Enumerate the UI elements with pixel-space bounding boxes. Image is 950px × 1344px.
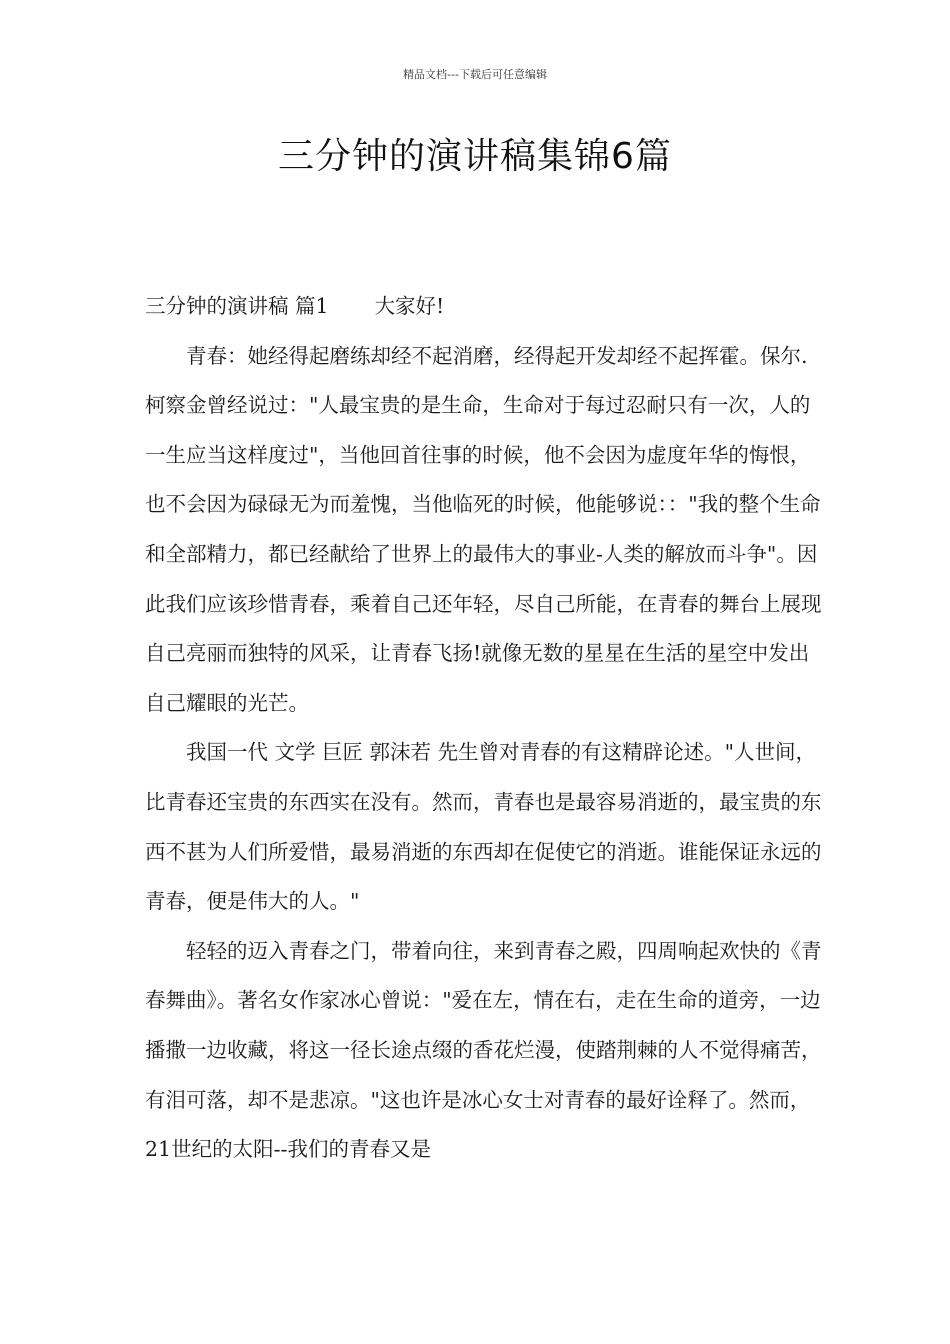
section-heading-line — [145, 282, 825, 332]
paragraph-3: 轻轻的迈入青春之门，带着向往，来到青春之殿，四周响起欢快的《青春舞曲》。著名女作家冰心曾说："爱在左，情在右，走在生命的道旁，一边播撒一边收藏，将这一径长途点缀的香花烂漫，使踏荆棘的人不觉得痛苦，有泪可落，却不是悲凉。"这也许是冰心女士对青春的最好诠释了。然而，21世纪的太阳--我们的青春又是 — [145, 938, 822, 1162]
greeting: 大家好! — [374, 294, 445, 318]
paragraph-2: 我国一代 文学 巨匠 郭沫若 先生曾对青春的有这精辟论述。"人世间，比青春还宝贵的东西实在没有。然而，青春也是最容易消逝的，最宝贵的东西不甚为人们所爱惜，最易消逝的东西却在促使它的消逝。谁能保证永远的青春，便是伟大的人。" — [145, 740, 822, 914]
header-note: 精品文档---下载后可任意编辑 — [403, 68, 547, 81]
document-body — [145, 282, 825, 1175]
paragraph-1: 青春：她经得起磨练却经不起消磨，经得起开发却经不起挥霍。保尔.柯察金曾经说过："人最宝贵的是生命，生命对于每过忍耐只有一次，人的一生应当这样度过"，当他回首往事的时候，他不会因为虚度年华的悔恨，也不会因为碌碌无为而羞愧，当他临死的时候，他能够说：："我的整个生命和全部精力，都已经献给了世界上的最伟大的事业-人类的解放而斗争"。因此我们应该珍惜青春，乘着自己还年轻，尽自己所能，在青春的舞台上展现自己亮丽而独特的风采，让青春飞扬!就像无数的星星在生活的星空中发出自己耀眼的光芒。 — [145, 343, 822, 715]
section-heading: 三分钟的演讲稿 篇1 — [145, 294, 329, 318]
document-title: 三分钟的演讲稿集锦6篇 — [278, 136, 672, 177]
